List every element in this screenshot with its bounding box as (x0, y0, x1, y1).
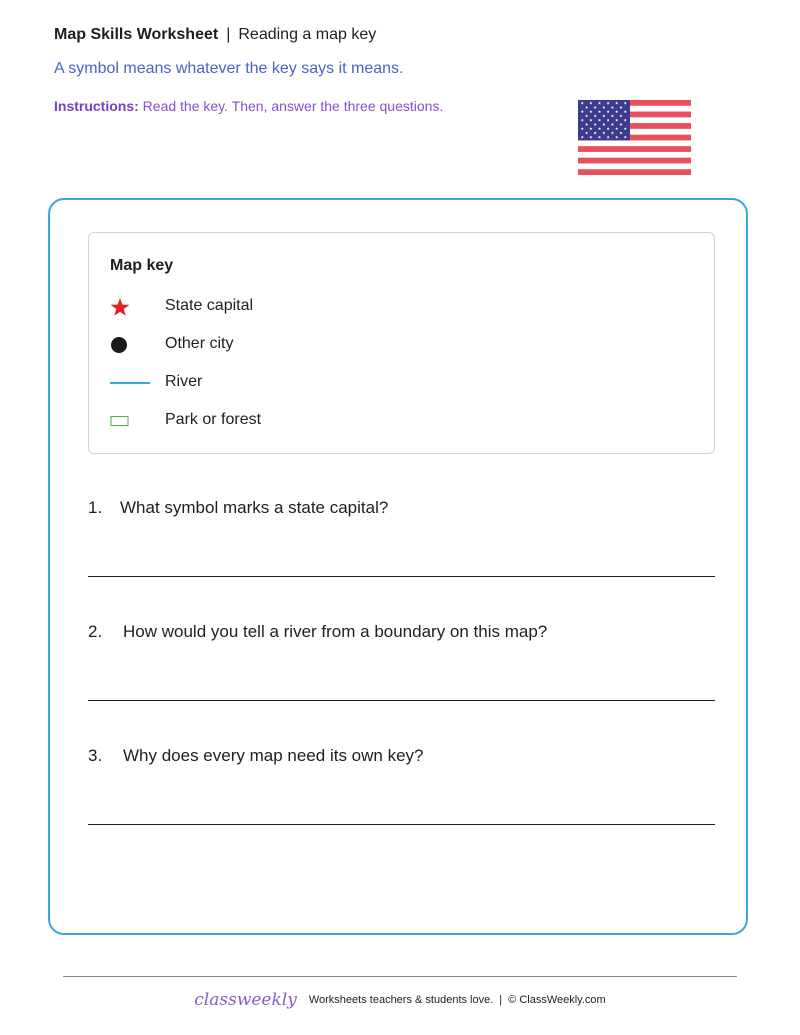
worksheet-title: Map Skills Worksheet (54, 26, 219, 43)
answer-line-3[interactable] (88, 824, 715, 825)
footer-separator: | (499, 994, 503, 1006)
map-key-label: Other city (165, 335, 234, 352)
black-dot-icon (110, 333, 130, 357)
red-star-icon (110, 295, 130, 319)
footer-divider (63, 976, 737, 977)
map-key-label: River (165, 373, 203, 390)
question-text: What symbol marks a state capital? (120, 498, 389, 517)
question-2 (88, 622, 715, 642)
question-number: 2. (88, 622, 103, 641)
worksheet-topic: Reading a map key (238, 26, 377, 43)
answer-line-1[interactable] (88, 576, 715, 577)
worksheet-card (48, 198, 748, 935)
map-key-item-river (89, 371, 714, 395)
answer-line-2[interactable] (88, 700, 715, 701)
question-text: How would you tell a river from a boundary on this map? (123, 622, 548, 641)
instructions-text: Read the key. Then, answer the three questions. (142, 98, 444, 114)
map-key-item-park (89, 409, 714, 433)
us-flag-icon (578, 100, 691, 175)
map-key-label: Park or forest (165, 411, 262, 428)
question-text: Why does every map need its own key? (123, 746, 424, 765)
instructions-lead: Instructions: (54, 98, 139, 114)
question-number: 1. (88, 498, 103, 517)
footer-copyright: © ClassWeekly.com (508, 994, 606, 1006)
header-separator: | (226, 26, 231, 43)
map-key-box (88, 232, 715, 454)
question-3 (88, 746, 715, 766)
worksheet-header (54, 26, 376, 44)
green-rectangle-icon (110, 409, 130, 433)
footer-tagline: Worksheets teachers & students love. (308, 994, 494, 1006)
map-key-label: State capital (165, 297, 254, 314)
footer (0, 990, 800, 1010)
worksheet-subtitle: A symbol means whatever the key says it means. (54, 60, 404, 77)
map-key-item-state-capital (89, 295, 714, 319)
question-1 (88, 498, 715, 518)
map-key-item-other-city (89, 333, 714, 357)
blue-line-icon (110, 371, 152, 395)
classweekly-logo: classweekly (194, 990, 297, 1010)
map-key-title: Map key (110, 257, 174, 274)
question-number: 3. (88, 746, 103, 765)
instructions (54, 98, 443, 114)
